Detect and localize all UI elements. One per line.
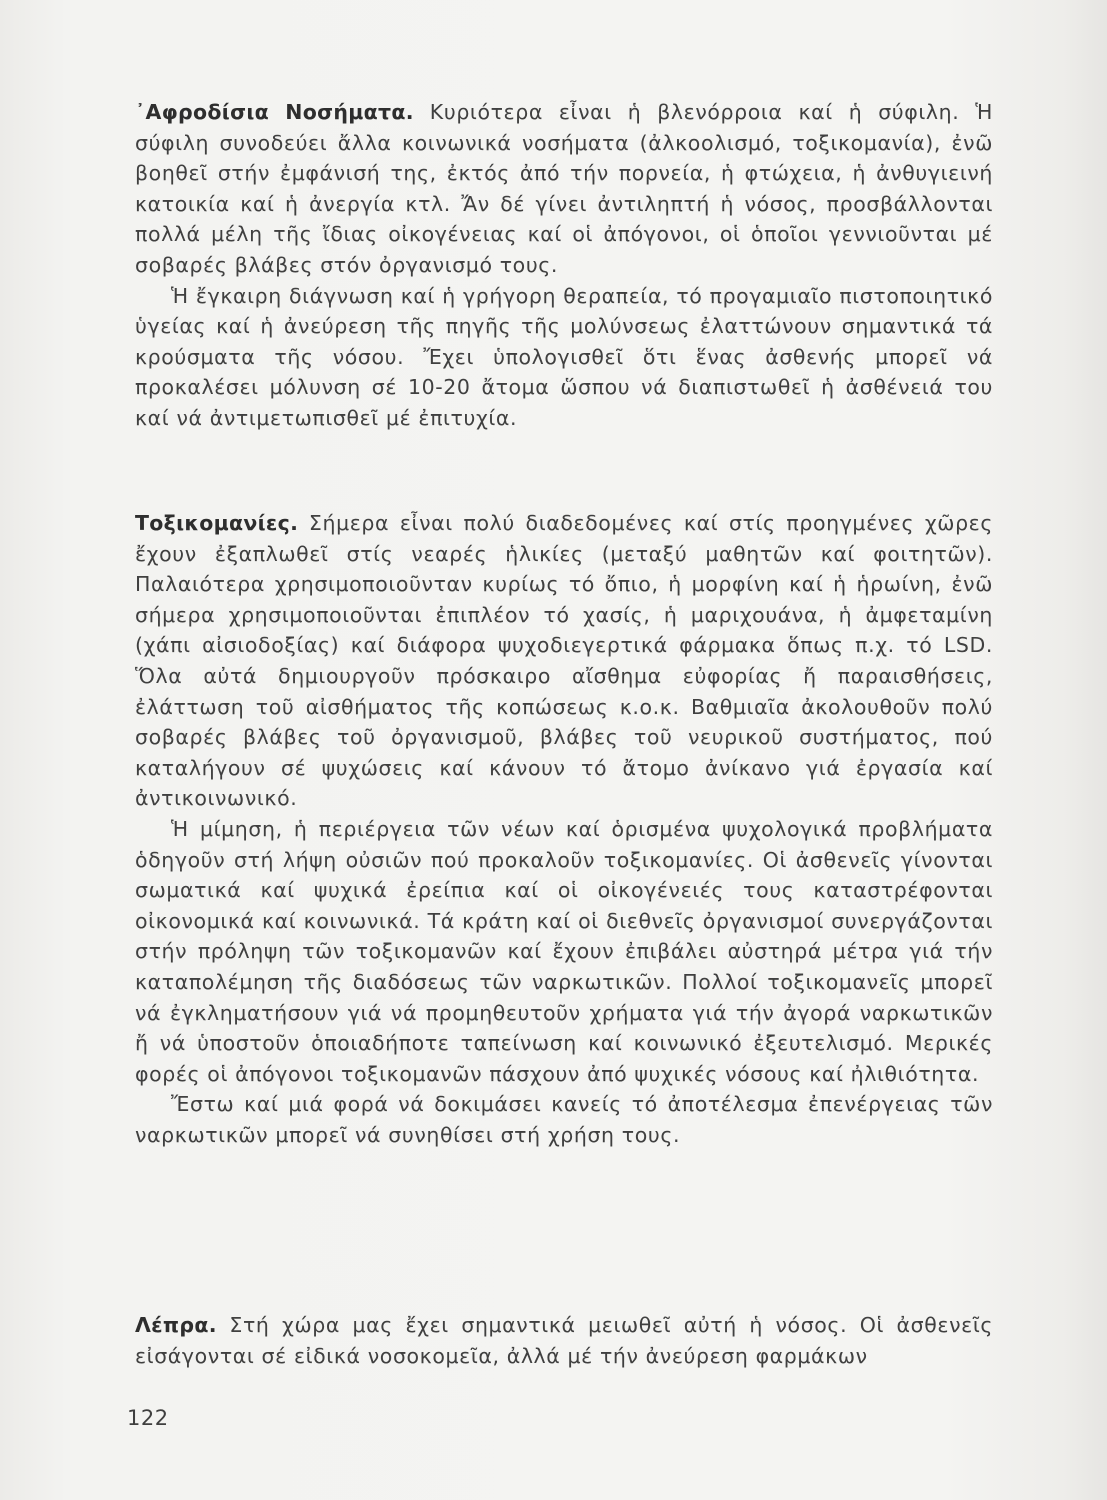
paragraph: Ἡ ἔγκαιρη διάγνωση καί ἡ γρήγορη θεραπεία, τό προγαμιαῖο πιστοποιητικό ὑγείας καί ἡ ἀνεύρεση τῆς πηγῆς τῆς μολύνσεως ἐλαττώνουν σημαντικά τά κρούσματα τῆς νόσου. Ἔχει ὑπολογισθεῖ ὅτι ἕνας ἀσθενής μπορεῖ νά προκαλέσει μόλυνση σέ 10-20 ἄτομα ὥσπου νά διαπιστωθεῖ ἡ ἀσθένειά του καί νά ἀντιμετωπισθεῖ μέ ἐπιτυχία. [135, 283, 993, 430]
paragraph [135, 1310, 993, 1371]
section-heading: Λέπρα. [135, 1313, 217, 1337]
section-heading: Τοξικομανίες. [135, 511, 299, 535]
section-toxicomanies [135, 508, 993, 1150]
paragraph-text: Σήμερα εἶναι πολύ διαδεδομένες καί στίς προηγμένες χῶρες ἔχουν ἐξαπλωθεῖ στίς νεαρές ἡλικίες (μεταξύ μαθητῶν καί φοιτητῶν). Παλαιότερα χρησιμοποιοῦνταν κυρίως τό ὄπιο, ἡ μορφίνη καί ἡ ἡρωίνη, ἐνῶ σήμερα χρησιμοποιοῦνται ἐπιπλέον τό χασίς, ἡ μαριχουάνα, ἡ ἀμφεταμίνη (χάπι αἰσιοδοξίας) καί διάφορα ψυχοδιεγερτικά φάρμακα ὅπως π.χ. τό LSD. Ὅλα αὐτά δημιουργοῦν πρόσκαιρο αἴσθημα εὐφορίας ἤ παραισθήσεις, ἐλάττωση τοῦ αἰσθήματος τῆς κοπώσεως κ.ο.κ. Βαθμιαῖα ἀκολουθοῦν πολύ σοβαρές βλάβες τοῦ ὀργανισμοῦ, βλάβες τοῦ νευρικοῦ συστήματος, πού καταλήγουν σέ ψυχώσεις καί κάνουν τό ἄτομο ἀνίκανο γιά ἐργασία καί ἀντικοινωνικό. [135, 511, 993, 811]
section-leprosy [135, 1310, 993, 1371]
paragraph-text: Στή χώρα μας ἔχει σημαντικά μειωθεῖ αὐτή ἡ νόσος. Οἱ ἀσθενεῖς εἰσάγονται σέ εἰδικά νοσοκομεῖα, ἀλλά μέ τήν ἀνεύρεση φαρμάκων [135, 1313, 993, 1368]
paragraph: Ἡ μίμηση, ἡ περιέργεια τῶν νέων καί ὁρισμένα ψυχολογικά προβλήματα ὁδηγοῦν στή λήψη οὐσιῶν πού προκαλοῦν τοξικομανίες. Οἱ ἀσθενεῖς γίνονται σωματικά καί ψυχικά ἐρείπια καί οἱ οἰκογένειές τους καταστρέφονται οἰκονομικά καί κοινωνικά. Τά κράτη καί οἱ διεθνεῖς ὀργανισμοί συνεργάζονται στήν πρόληψη τῶν τοξικομανῶν καί ἔχουν ἐπιβάλει αὐστηρά μέτρα γιά τήν καταπολέμηση τῆς διαδόσεως τῶν ναρκωτικῶν. Πολλοί τοξικομανεῖς μπορεῖ νά ἐγκληματήσουν γιά νά προμηθευτοῦν χρήματα γιά τήν ἀγορά ναρκωτικῶν ἤ νά ὑποστοῦν ὁποιαδήποτε ταπείνωση καί κοινωνικό ἐξευτελισμό. Μερικές φορές οἱ ἀπόγονοι τοξικομανῶν πάσχουν ἀπό ψυχικές νόσους καί ἠλιθιότητα. [135, 816, 993, 1086]
paragraph [135, 508, 993, 814]
page-number: 122 [127, 1406, 169, 1430]
section-heading: ᾿Αφροδίσια Νοσήματα. [135, 100, 414, 124]
paragraph [135, 97, 993, 281]
paragraph-text: Κυριότερα εἶναι ἡ βλενόρροια καί ἡ σύφιλη. Ἡ σύφιλη συνοδεύει ἄλλα κοινωνικά νοσήματα (ἀλκοολισμό, τοξικομανία), ἐνῶ βοηθεῖ στήν ἐμφάνισή της, ἐκτός ἀπό τήν πορνεία, ἡ φτώχεια, ἡ ἀνθυγιεινή κατοικία καί ἡ ἀνεργία κτλ. Ἄν δέ γίνει ἀντιληπτή ἡ νόσος, προσβάλλονται πολλά μέλη τῆς ἴδιας οἰκογένειας καί οἱ ἀπόγονοι, οἱ ὁποῖοι γεννιοῦνται μέ σοβαρές βλάβες στόν ὀργανισμό τους. [135, 100, 994, 277]
paragraph: Ἔστω καί μιά φορά νά δοκιμάσει κανείς τό ἀποτέλεσμα ἐπενέργειας τῶν ναρκωτικῶν μπορεῖ νά συνηθίσει στή χρήση τους. [135, 1092, 993, 1147]
section-aphrodisia [135, 97, 993, 434]
